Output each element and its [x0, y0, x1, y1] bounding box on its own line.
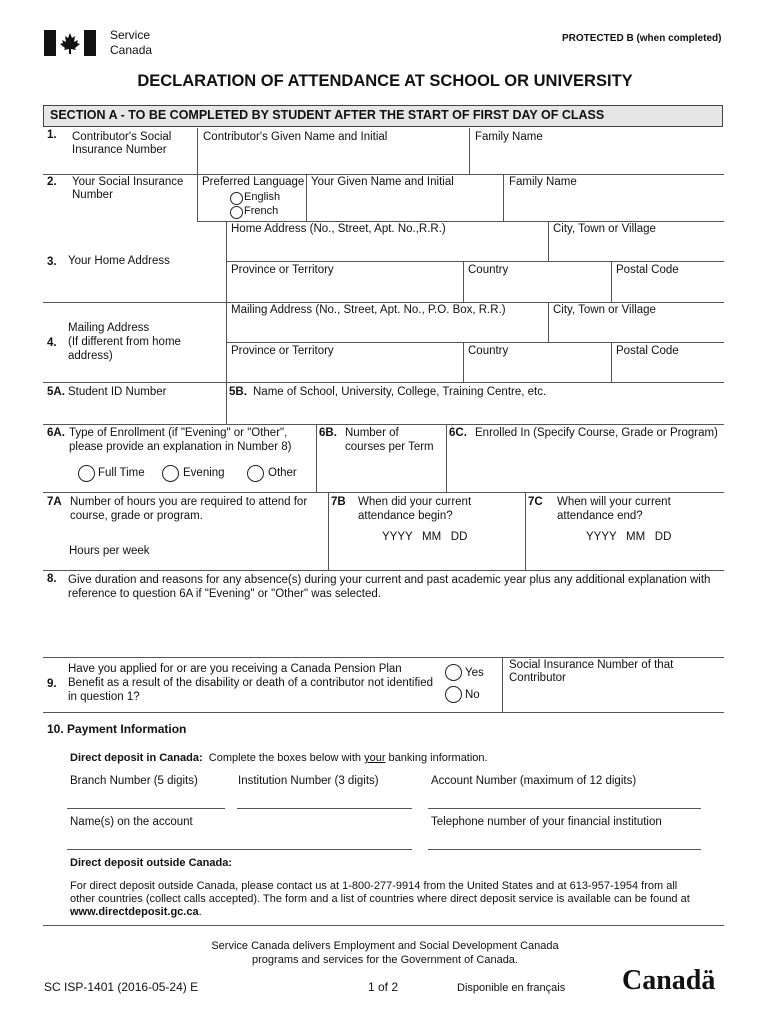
q7b-number: 7B [331, 496, 346, 508]
institution-number-label: Institution Number (3 digits) [238, 775, 379, 787]
begin-date-format[interactable]: YYYY MM DD [382, 531, 468, 543]
q5b-number: 5B. [229, 386, 247, 398]
end-date-format[interactable]: YYYY MM DD [586, 531, 672, 543]
dd-canada-line [70, 752, 488, 765]
home-address-label[interactable]: Home Address (No., Street, Apt. No.,R.R.) [231, 223, 446, 235]
dd-canada-text-post: banking information. [385, 752, 488, 764]
other-radio[interactable] [247, 465, 264, 482]
enrollment-label-line2: please provide an explanation in Number 8) [69, 441, 292, 453]
full-time-radio[interactable] [78, 465, 95, 482]
school-name-label[interactable]: Name of School, University, College, Training Centre, etc. [253, 386, 547, 398]
q2-label-line1: Your Social Insurance [72, 176, 184, 188]
hours-label-line2: course, grade or program. [70, 510, 203, 522]
q9-text-line3: in question 1? [68, 691, 140, 703]
page-number: 1 of 2 [368, 980, 399, 994]
q6b-number: 6B. [319, 427, 337, 439]
q1-label-line1: Contributor's Social [72, 131, 172, 143]
dd-outside-line1: For direct deposit outside Canada, please contact us at 1-800-277-9914 from the United States and at 613-957-1954 from all [70, 880, 678, 892]
branch-number-field[interactable] [67, 808, 225, 809]
french-available: Disponible en français [457, 982, 566, 994]
dd-canada-label: Direct deposit in Canada: [70, 752, 203, 764]
end-label-line2: attendance end? [557, 510, 643, 522]
q8-number: 8. [47, 573, 57, 585]
q9-text-line1: Have you applied for or are you receiving a Canada Pension Plan [68, 663, 402, 675]
section-a-heading: SECTION A - TO BE COMPLETED BY STUDENT AFTER THE START OF FIRST DAY OF CLASS [50, 108, 605, 122]
evening-label: Evening [183, 467, 225, 479]
page-title: DECLARATION OF ATTENDANCE AT SCHOOL OR UNIVERSITY [137, 72, 633, 90]
end-label-line1: When will your current [557, 496, 671, 508]
french-radio[interactable] [230, 206, 243, 219]
enrolled-in-label[interactable]: Enrolled In (Specify Course, Grade or Program) [475, 427, 718, 439]
institution-number-field[interactable] [237, 808, 412, 809]
q3-country-label[interactable]: Country [468, 264, 509, 276]
government-flag-logo [44, 30, 96, 56]
bank-telephone-field[interactable] [428, 849, 701, 850]
q9-text-line2: Benefit as a result of the disability or death of a contributor not identified [68, 677, 434, 689]
account-names-label: Name(s) on the account [70, 816, 193, 828]
q2-number: 2. [47, 176, 57, 188]
q4-country-label[interactable]: Country [468, 345, 509, 357]
english-radio[interactable] [230, 192, 243, 205]
q9-number: 9. [47, 678, 57, 690]
footer-delivers-line2: programs and services for the Government of Canada. [252, 954, 518, 966]
q8-text-line2: reference to question 6A if "Evening" or "Other" was selected. [68, 588, 381, 600]
q6a-number: 6A. [47, 427, 65, 439]
cpp-no-label: No [465, 689, 480, 701]
dd-outside-line3 [70, 906, 202, 919]
q1-given-name-label[interactable]: Contributor's Given Name and Initial [203, 131, 388, 143]
q4-postal-label[interactable]: Postal Code [616, 345, 679, 357]
begin-label-line1: When did your current [358, 496, 472, 508]
q7c-number: 7C [528, 496, 543, 508]
q1-label-line2: Insurance Number [72, 144, 167, 156]
q3-postal-label[interactable]: Postal Code [616, 264, 679, 276]
enrollment-label-line1: Type of Enrollment (if "Evening" or "Other", [69, 427, 288, 439]
direct-deposit-link[interactable]: www.directdeposit.gc.ca [70, 906, 199, 918]
form-id: SC ISP-1401 (2016-05-24) E [44, 980, 199, 994]
cpp-yes-radio[interactable] [445, 664, 462, 681]
dd-outside-line2: other countries (collect calls accepted). The form and a list of countries where direct deposit service is available can be found at [70, 893, 690, 905]
account-number-field[interactable] [428, 808, 701, 809]
q4-label-line1: Mailing Address [68, 322, 150, 334]
french-label: French [244, 205, 279, 217]
dd-canada-text-pre: Complete the boxes below with [208, 752, 365, 764]
other-contributor-sin-line1[interactable]: Social Insurance Number of that [509, 659, 674, 671]
full-time-label: Full Time [98, 467, 145, 479]
dd-canada-text-underlined: your [364, 752, 386, 764]
canada-wordmark: Canadä [622, 965, 716, 996]
q5a-number: 5A. [47, 386, 65, 398]
branch-number-label: Branch Number (5 digits) [70, 775, 198, 787]
student-id-label[interactable]: Student ID Number [68, 386, 167, 398]
cpp-yes-label: Yes [465, 667, 484, 679]
q3-number: 3. [47, 256, 57, 268]
payment-heading: 10. Payment Information [47, 722, 187, 736]
hours-label-line1: Number of hours you are required to attend for [70, 496, 308, 508]
hours-per-week-label[interactable]: Hours per week [69, 545, 150, 557]
evening-radio[interactable] [162, 465, 179, 482]
courses-label-line1[interactable]: Number of [345, 427, 399, 439]
q2-family-name-label[interactable]: Family Name [509, 176, 577, 188]
q3-label: Your Home Address [68, 255, 170, 267]
begin-label-line2: attendance begin? [358, 510, 453, 522]
q3-province-label[interactable]: Province or Territory [231, 264, 334, 276]
dept-name-line2: Canada [110, 43, 153, 57]
q4-city-label[interactable]: City, Town or Village [553, 304, 656, 316]
preferred-language-label: Preferred Language [202, 176, 305, 188]
q4-label-line2: (If different from home [68, 336, 181, 348]
protected-label: PROTECTED B (when completed) [562, 33, 722, 44]
q7a-number: 7A [47, 496, 62, 508]
cpp-no-radio[interactable] [445, 686, 462, 703]
account-number-label: Account Number (maximum of 12 digits) [431, 775, 637, 787]
bank-telephone-label: Telephone number of your financial institution [431, 816, 662, 828]
dd-outside-label: Direct deposit outside Canada: [70, 857, 232, 869]
other-contributor-sin-line2: Contributor [509, 672, 566, 684]
mailing-address-label[interactable]: Mailing Address (No., Street, Apt. No., P.O. Box, R.R.) [231, 304, 506, 316]
q6c-number: 6C. [449, 427, 467, 439]
account-names-field[interactable] [67, 849, 412, 850]
dept-name-line1: Service [110, 28, 151, 42]
other-label: Other [268, 467, 297, 479]
q8-text-line1: Give duration and reasons for any absence(s) during your current and past academic year plus any additional explanation with [68, 574, 711, 586]
dd-outside-end: . [198, 906, 202, 918]
courses-label-line2: courses per Term [345, 441, 434, 453]
q2-given-name-label[interactable]: Your Given Name and Initial [311, 176, 454, 188]
absence-explanation-area[interactable] [44, 604, 724, 656]
q4-label-line3: address) [68, 350, 113, 362]
q1-family-name-label[interactable]: Family Name [475, 131, 543, 143]
q4-number: 4. [47, 337, 57, 349]
q1-number: 1. [47, 129, 57, 141]
english-label: English [244, 191, 281, 203]
q4-province-label[interactable]: Province or Territory [231, 345, 334, 357]
footer-delivers-line1: Service Canada delivers Employment and Social Development Canada [211, 940, 559, 952]
q3-city-label[interactable]: City, Town or Village [553, 223, 656, 235]
q2-label-line2: Number [72, 189, 113, 201]
